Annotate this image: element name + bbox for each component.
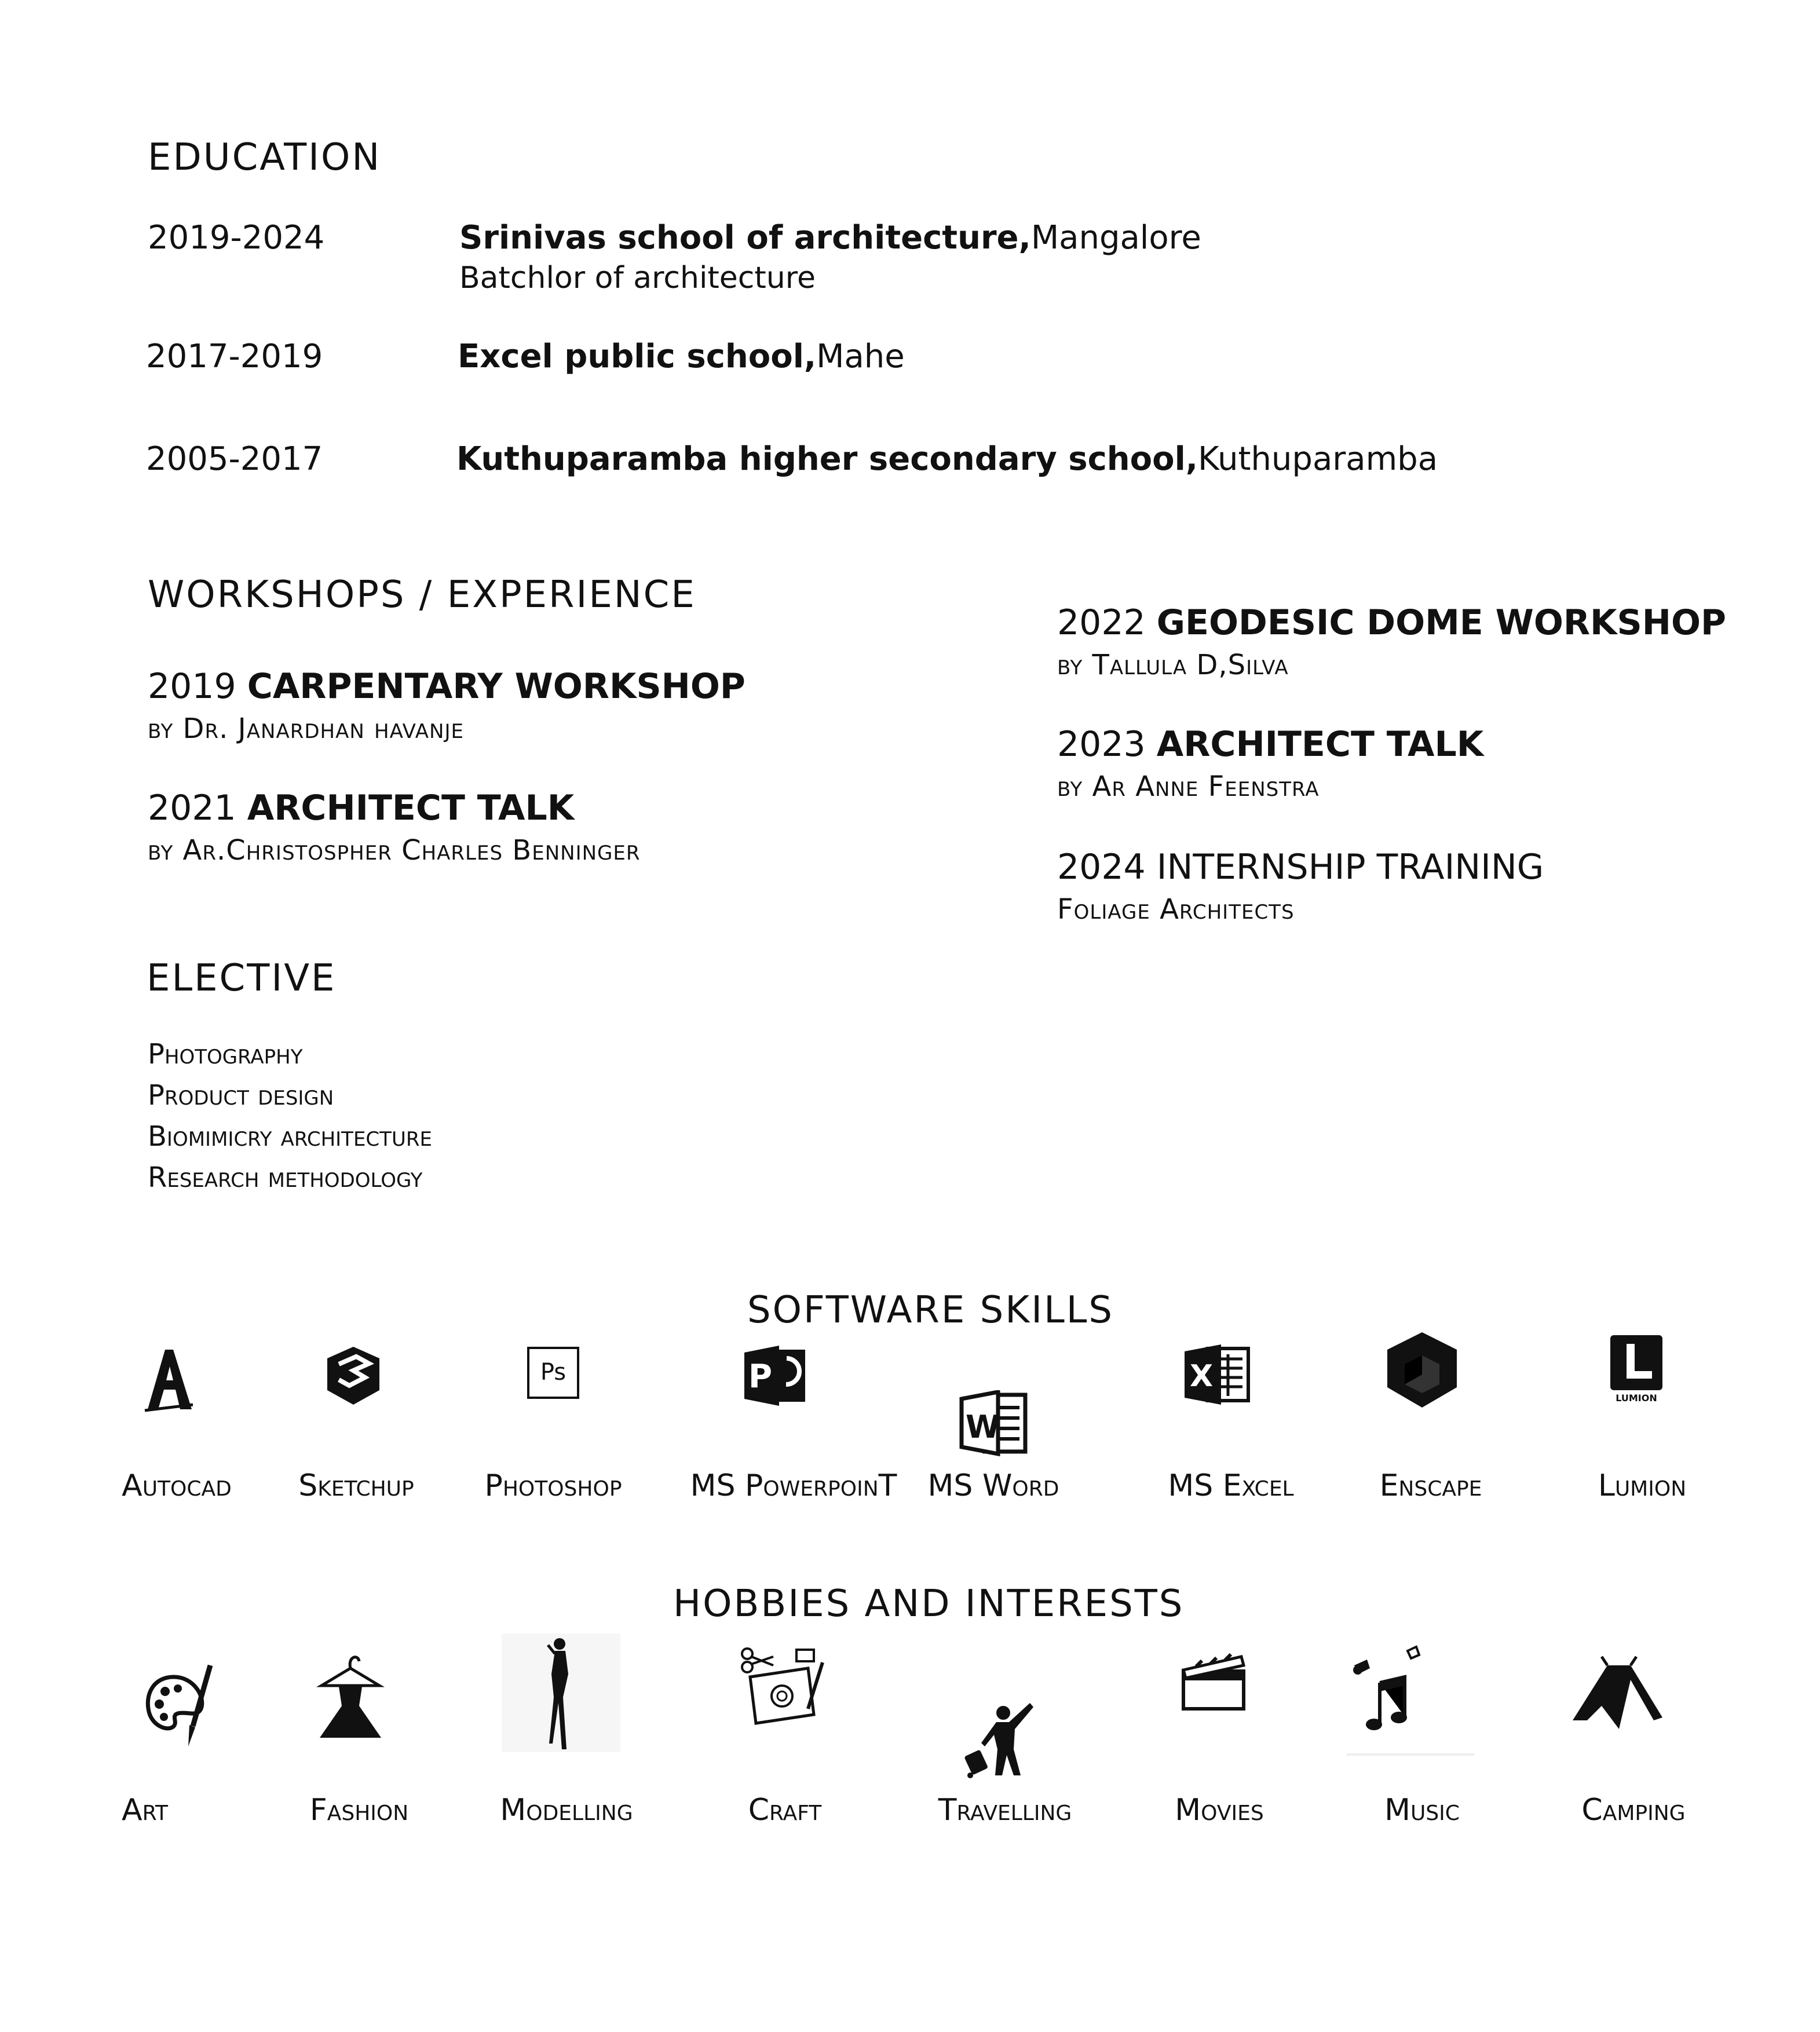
enscape-icon (1384, 1329, 1460, 1410)
education-school (458, 338, 905, 375)
elective-heading: ELECTIVE (147, 957, 337, 1000)
photoshop-icon: Ps (527, 1347, 579, 1399)
tent-icon (1567, 1654, 1668, 1735)
school-place: Mahe (816, 338, 905, 375)
education-years: 2017-2019 (146, 338, 323, 375)
elective-list (148, 1034, 432, 1198)
education-school (459, 219, 1201, 257)
school-name: Srinivas school of architecture, (459, 219, 1031, 257)
software-label: MS PowerpoinT (690, 1468, 897, 1503)
lumion-logo-text: LUMION (1616, 1393, 1657, 1404)
hobby-label: Art (122, 1793, 168, 1828)
music-notes-graphic-icon (1344, 1642, 1477, 1758)
music-notes-icon (1344, 1642, 1477, 1758)
education-years: 2019-2024 (148, 219, 325, 257)
software-label: Autocad (122, 1468, 232, 1503)
powerpoint-icon (741, 1344, 808, 1408)
excel-glyph: X (1190, 1359, 1214, 1394)
workshop-title (1057, 847, 1544, 887)
elective-item: Research methodology (148, 1161, 423, 1194)
education-degree: Batchlor of architecture (459, 261, 816, 295)
workshop-by: Foliage Architects (1057, 893, 1295, 926)
education-heading: EDUCATION (148, 136, 382, 179)
school-place: Kuthuparamba (1198, 440, 1438, 478)
school-name: Excel public school, (458, 338, 817, 375)
clapperboard-icon (1179, 1648, 1248, 1712)
craft-icon (739, 1645, 825, 1729)
workshop-year: 2022 (1057, 602, 1146, 643)
software-label: MS Word (927, 1468, 1059, 1503)
workshop-title (1057, 724, 1483, 765)
hobby-label: Craft (748, 1793, 822, 1828)
workshop-by: by Ar Anne Feenstra (1057, 770, 1320, 803)
school-name: Kuthuparamba higher secondary school, (456, 440, 1198, 478)
model-icon (502, 1633, 620, 1752)
word-icon (959, 1390, 1028, 1457)
model-figure-icon (502, 1633, 620, 1752)
workshop-title (148, 788, 574, 828)
software-label: Sketchup (298, 1468, 414, 1503)
traveller-icon (962, 1700, 1043, 1781)
hobby-label: Camping (1581, 1793, 1686, 1828)
education-school (456, 440, 1438, 478)
workshop-name: ARCHITECT TALK (1156, 724, 1484, 765)
hobby-label: Movies (1175, 1793, 1264, 1828)
workshop-title (1057, 602, 1726, 643)
workshop-by: by Tallula D,Silva (1057, 649, 1289, 681)
school-place: Mangalore (1030, 219, 1201, 257)
lumion-logo-icon (1610, 1335, 1662, 1390)
hobby-label: Travelling (938, 1793, 1072, 1828)
software-label: Lumion (1598, 1468, 1687, 1503)
workshops-heading: WORKSHOPS / EXPERIENCE (148, 573, 696, 616)
hobby-label: Fashion (309, 1793, 409, 1828)
workshop-name: CARPENTARY WORKSHOP (247, 666, 745, 707)
word-glyph: W (966, 1409, 1000, 1445)
elective-item: Product design (148, 1079, 334, 1112)
workshop-year: 2023 (1057, 724, 1146, 765)
dress-icon (313, 1651, 388, 1744)
elective-item: Photography (148, 1038, 303, 1070)
lumion-icon (1610, 1335, 1662, 1404)
workshop-name: INTERNSHIP TRAINING (1156, 847, 1544, 887)
software-label: Enscape (1379, 1468, 1482, 1503)
powerpoint-glyph: P (748, 1358, 773, 1395)
autocad-icon (142, 1347, 194, 1413)
workshop-by: by Ar.Christospher Charles Benninger (148, 834, 641, 867)
education-years: 2005-2017 (146, 440, 323, 478)
workshop-name: ARCHITECT TALK (247, 788, 575, 828)
hobby-label: Modelling (500, 1793, 633, 1828)
excel-icon (1182, 1343, 1251, 1406)
workshop-year: 2019 (148, 666, 236, 707)
workshop-year: 2021 (148, 788, 236, 828)
elective-item: Biomimicry architecture (148, 1120, 432, 1153)
software-heading: SOFTWARE SKILLS (747, 1289, 1114, 1332)
hobbies-heading: HOBBIES AND INTERESTS (673, 1583, 1185, 1625)
workshop-title (148, 666, 745, 707)
workshop-year: 2024 (1057, 847, 1146, 887)
workshop-by: by Dr. Janardhan havanje (148, 712, 464, 745)
software-label: Photoshop (484, 1468, 622, 1503)
palette-icon (142, 1662, 217, 1749)
sketchup-icon (321, 1344, 385, 1408)
hobby-label: Music (1384, 1793, 1460, 1828)
workshop-name: GEODESIC DOME WORKSHOP (1156, 602, 1726, 643)
software-label: MS Excel (1168, 1468, 1294, 1503)
